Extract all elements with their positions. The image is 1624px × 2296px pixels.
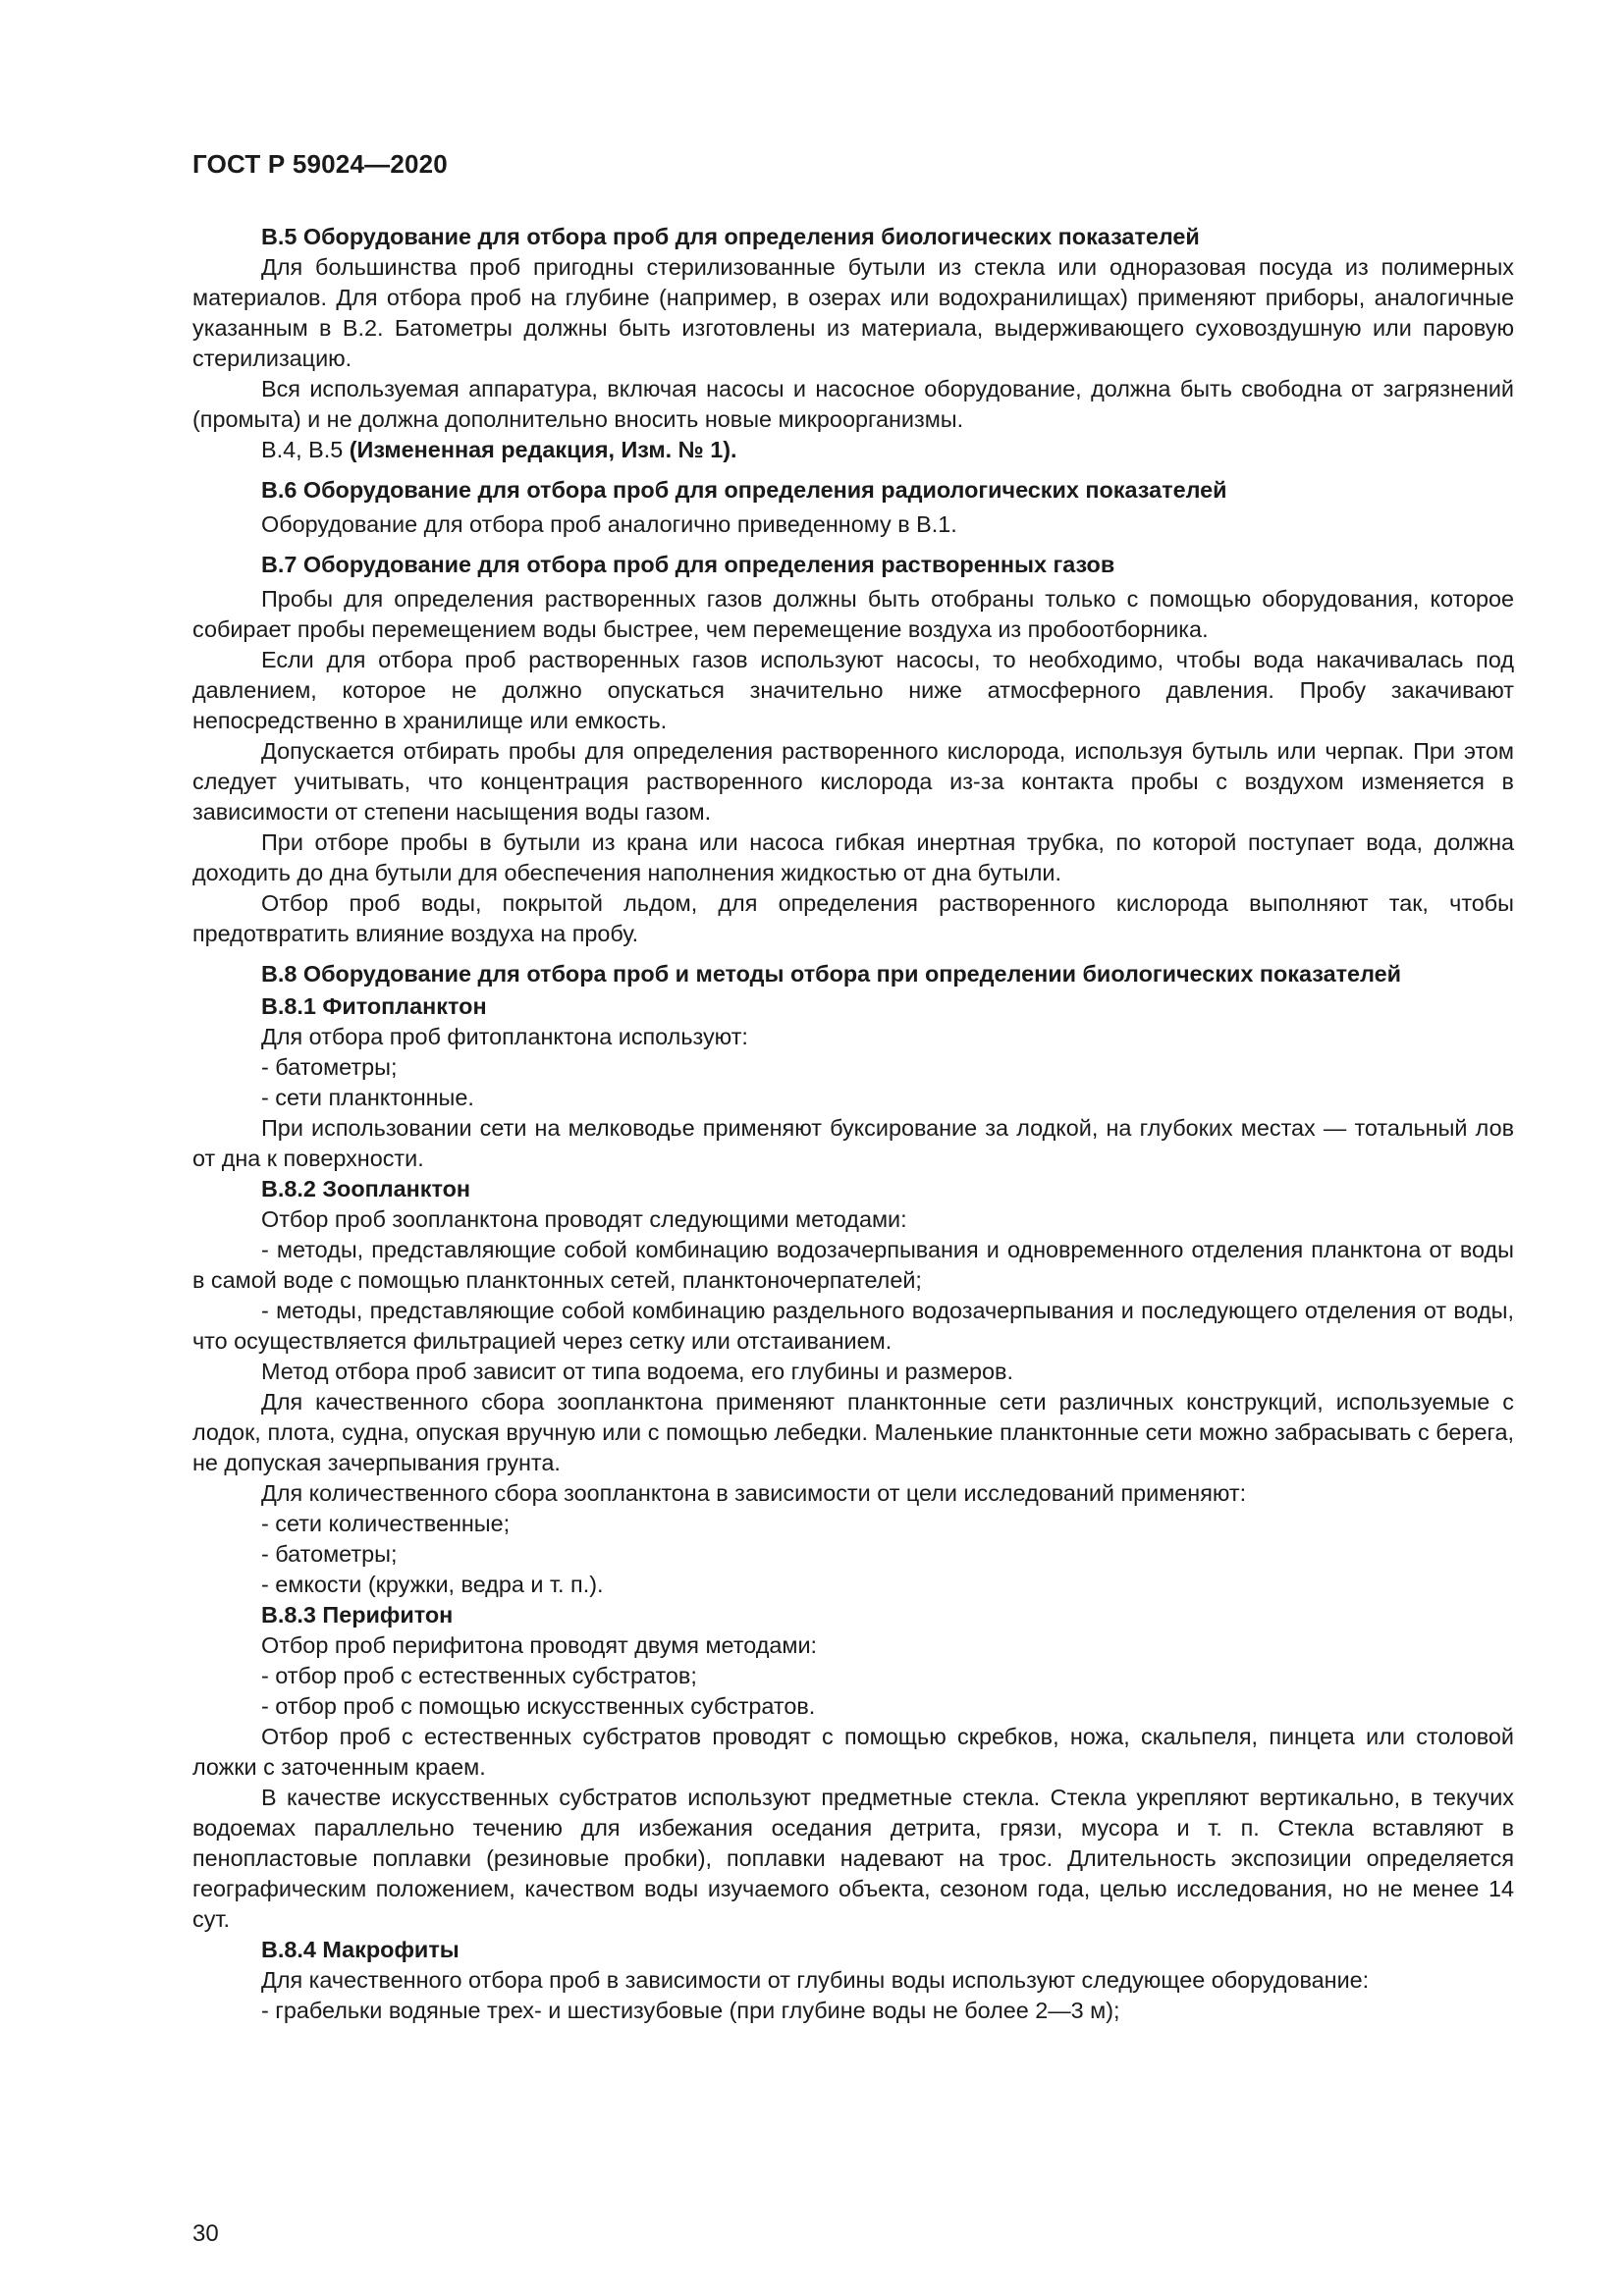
paragraph: Метод отбора проб зависит от типа водоема, его глубины и размеров. — [261, 1359, 1013, 1384]
paragraph: Для большинства проб пригодны стерилизованные бутыли из стекла или одноразовая посуда из полимерных материалов. Для отбора проб на глубине (например, в озерах или водохранилищах) применяют приборы, аналогичные указанным в В.2. Батометры должны быть изготовлены из материала, выдерживающего суховоздушную или паровую стерилизацию. — [192, 254, 1514, 371]
subsection-heading-b81: В.8.1 Фитопланктон — [261, 993, 487, 1019]
list-intro: Отбор проб зоопланктона проводят следующими методами: — [261, 1206, 907, 1232]
subsection-heading-b84: В.8.4 Макрофиты — [261, 1937, 460, 1962]
paragraph: Если для отбора проб растворенных газов используют насосы, то необходимо, чтобы вода накачивалась под давлением, которое не должно опускаться значительно ниже атмосферного давления. Пробу закачивают непосредственно в хранилище или емкость. — [192, 647, 1514, 733]
section-heading-b7: В.7 Оборудование для отбора проб для определения растворенных газов — [261, 552, 1115, 577]
list-intro: Для количественного сбора зоопланктона в зависимости от цели исследований применяют: — [261, 1480, 1247, 1506]
subsection-heading-b82: В.8.2 Зоопланктон — [261, 1176, 471, 1201]
paragraph: Для качественного сбора зоопланктона применяют планктонные сети различных конструкций, используемые с лодок, плота, судна, опуская вручную или с помощью лебедки. Маленькие планктонные сети можно забрасывать с берега, не допуская зачерпывания грунта. — [192, 1389, 1514, 1475]
subsection-heading-b83: В.8.3 Перифитон — [261, 1602, 454, 1628]
paragraph: Отбор проб воды, покрытой льдом, для определения растворенного кислорода выполняют так, чтобы предотвратить влияние воздуха на пробу. — [192, 890, 1514, 946]
list-item: - батометры; — [261, 1054, 398, 1080]
paragraph: В качестве искусственных субстратов используют предметные стекла. Стекла укрепляют вертикально, в текучих водоемах параллельно течению для избежания оседания детрита, грязи, мусора и т. п. Стекла вставляют в пенопластовые поплавки (резиновые пробки), поплавки надевают на трос. Длительность экспозиции определяется географическим положением, качеством воды изучаемого объекта, сезоном года, целью исследования, но не менее 14 сут. — [192, 1785, 1514, 1932]
paragraph: При отборе пробы в бутыли из крана или насоса гибкая инертная трубка, по которой поступает вода, должна доходить до дна бутыли для обеспечения наполнения жидкостью от дна бутыли. — [192, 829, 1514, 885]
section-heading-b5: В.5 Оборудование для отбора проб для определения биологических показателей — [261, 224, 1200, 249]
list-item: - отбор проб с помощью искусственных субстратов. — [261, 1693, 816, 1719]
list-intro: Для качественного отбора проб в зависимости от глубины воды используют следующее оборудование: — [261, 1967, 1370, 1993]
list-intro: Отбор проб перифитона проводят двумя методами: — [261, 1632, 818, 1658]
list-item: - методы, представляющие собой комбинацию раздельного водозачерпывания и последующего отделения от воды, что осуществляется фильтрацией через сетку или отстаиванием. — [192, 1298, 1514, 1354]
document-code-header: ГОСТ Р 59024—2020 — [192, 149, 448, 179]
paragraph: Вся используемая аппаратура, включая насосы и насосное оборудование, должна быть свободна от загрязнений (промыта) и не должна дополнительно вносить новые микроорганизмы. — [192, 376, 1514, 432]
page-number: 30 — [192, 2220, 219, 2247]
section-heading-b8: В.8 Оборудование для отбора проб и методы отбора при определении биологических показателей — [261, 961, 1402, 987]
list-item: - емкости (кружки, ведра и т. п.). — [261, 1572, 604, 1597]
paragraph: Оборудование для отбора проб аналогично приведенному в В.1. — [261, 511, 957, 537]
paragraph: Допускается отбирать пробы для определения растворенного кислорода, используя бутыль или черпак. При этом следует учитывать, что концентрация растворенного кислорода из-за контакта пробы с воздухом изменяется в зависимости от степени насыщения воды газом. — [192, 738, 1514, 825]
list-item: - отбор проб с естественных субстратов; — [261, 1663, 697, 1688]
section-heading-b6: В.6 Оборудование для отбора проб для определения радиологических показателей — [261, 477, 1227, 503]
list-item: - батометры; — [261, 1541, 398, 1567]
paragraph: При использовании сети на мелководье применяют буксирование за лодкой, на глубоких местах — тотальный лов от дна к поверхности. — [192, 1115, 1514, 1171]
list-item: - грабельки водяные трех- и шестизубовые (при глубине воды не более 2—3 м); — [261, 1998, 1120, 2023]
amendment-prefix: В.4, В.5 — [261, 437, 350, 462]
list-item: - сети планктонные. — [261, 1085, 474, 1110]
list-item: - сети количественные; — [261, 1511, 511, 1536]
list-item: - методы, представляющие собой комбинацию водозачерпывания и одновременного отделения планктона от воды в самой воде с помощью планктонных сетей, планктоночерпателей; — [192, 1237, 1514, 1293]
document-body — [192, 222, 1514, 2026]
amendment-label: (Измененная редакция, Изм. № 1). — [349, 437, 737, 462]
paragraph: Отбор проб с естественных субстратов проводят с помощью скребков, ножа, скальпеля, пинцета или столовой ложки с заточенным краем. — [192, 1724, 1514, 1780]
list-intro: Для отбора проб фитопланктона используют: — [261, 1024, 748, 1049]
amendment-note — [192, 435, 1514, 465]
paragraph: Пробы для определения растворенных газов должны быть отобраны только с помощью оборудования, которое собирает пробы перемещением воды быстрее, чем перемещение воздуха из пробоотборника. — [192, 586, 1514, 642]
